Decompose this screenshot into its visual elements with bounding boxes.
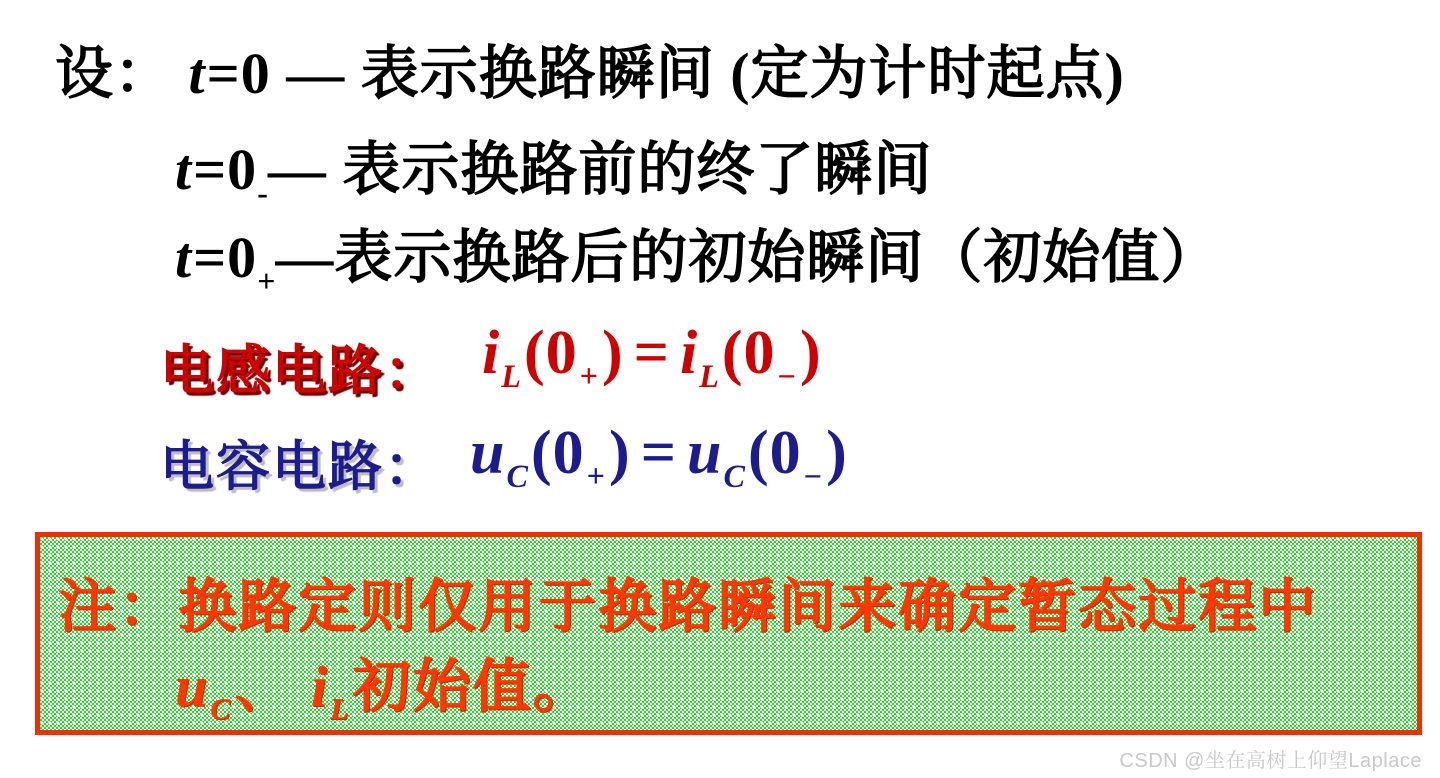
capacitor-formula: [470, 418, 848, 495]
inductor-formula: [482, 318, 822, 395]
inductor-equals-sign: =: [633, 319, 670, 387]
inductor-open-0minus: (0: [721, 319, 776, 387]
csdn-watermark: CSDN @坐在高树上仰望Laplace: [1119, 750, 1422, 772]
definition-line-1: [55, 26, 1125, 110]
line2-t-variable: t: [175, 137, 193, 202]
line3-t-variable: t: [175, 225, 193, 290]
capacitor-close-paren-1: ): [609, 419, 631, 487]
note-il-symbol: i: [310, 654, 330, 719]
inductor-current-symbol-2: i: [679, 319, 699, 387]
inductor-subscript-L: L: [501, 357, 522, 394]
line3-description: 表示换路后的初始瞬间（初始值）: [334, 225, 1220, 290]
line2-dash: —: [267, 137, 343, 202]
capacitor-open-0minus: (0: [748, 419, 802, 487]
line1-t-variable: t: [188, 41, 206, 106]
capacitor-equals-sign: =: [640, 419, 678, 487]
capacitor-open-0plus: (0: [531, 419, 585, 487]
inductor-label: 电感电路：: [160, 341, 440, 401]
inductor-close-paren-1: ): [601, 319, 624, 387]
line3-dash: —: [275, 225, 335, 290]
inductor-current-symbol: i: [482, 319, 501, 387]
inductor-subscript-L-2: L: [699, 357, 720, 394]
note-uc-subscript: C: [210, 691, 233, 726]
line3-plus-subscript: +: [257, 263, 276, 299]
line1-dash: —: [270, 41, 361, 106]
note-enumeration-comma: 、: [234, 654, 311, 719]
inductor-close-paren-2: ): [799, 319, 822, 387]
note-uc-symbol: u: [175, 654, 210, 719]
inductor-open-0plus: (0: [523, 319, 578, 387]
note-il-subscript: L: [330, 691, 351, 726]
note-box: [35, 532, 1422, 735]
note-rest-text: 初始值。: [352, 654, 593, 719]
line1-equals-zero: =0: [206, 41, 271, 106]
line2-minus-subscript: -: [257, 175, 268, 211]
line1-description: 表示换路瞬间 (定为计时起点): [360, 41, 1125, 106]
line3-equals-zero: =0: [193, 225, 258, 290]
inductor-minus-subscript: −: [777, 357, 797, 394]
capacitor-minus-subscript: −: [803, 457, 824, 494]
definition-line-2: [175, 122, 932, 211]
line2-description: 表示换路前的终了瞬间: [342, 137, 933, 202]
line1-prefix: 设：: [55, 41, 174, 106]
note-line-2: [175, 639, 592, 727]
capacitor-subscript-C-2: C: [723, 457, 747, 494]
definition-line-3: [175, 210, 1219, 299]
note-line-1: 注：换路定则仅用于换路瞬间来确定暂态过程中: [58, 574, 1319, 639]
inductor-plus-subscript: +: [579, 357, 599, 394]
line2-equals-zero: =0: [193, 137, 258, 202]
capacitor-subscript-C: C: [506, 457, 529, 494]
capacitor-label: 电容电路：: [160, 437, 440, 497]
capacitor-close-paren-2: ): [826, 419, 848, 487]
capacitor-voltage-symbol: u: [470, 419, 506, 487]
capacitor-plus-subscript: +: [586, 457, 607, 494]
capacitor-voltage-symbol-2: u: [687, 419, 723, 487]
